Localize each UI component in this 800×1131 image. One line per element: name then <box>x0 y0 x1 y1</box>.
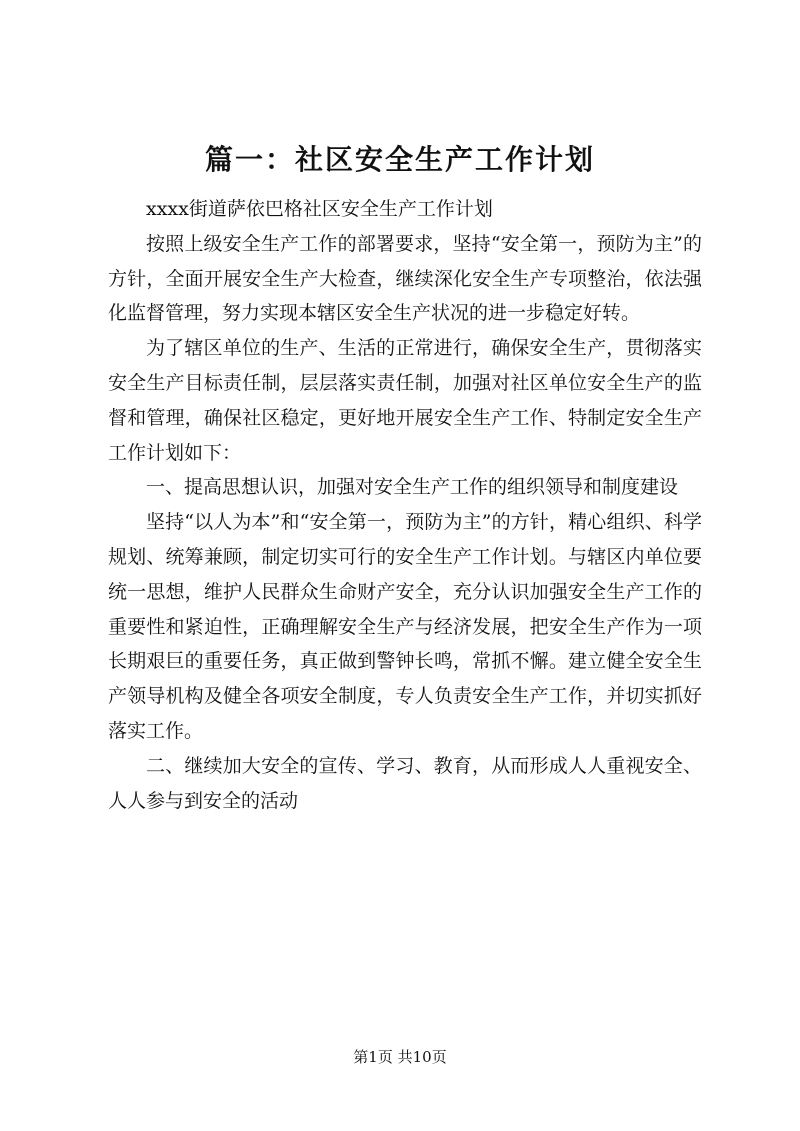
section-heading-one: 一、提高思想认识，加强对安全生产工作的组织领导和制度建设 <box>146 476 679 499</box>
page-title: 篇一：社区安全生产工作计划 <box>204 143 595 176</box>
paragraph-subtitle: xxxx街道萨依巴格社区安全生产工作计划 <box>146 198 493 220</box>
paragraph-purpose: 为了辖区单位的生产、生活的正常进行，确保安全生产，贯彻落实安全生产目标责任制，层层落实责任制，加强对社区单位安全生产的监督和管理，确保社区稳定，更好地开展安全生产工作、特制定安全生产工作计划如下： <box>108 337 702 464</box>
page-footer: 第1页 共10页 <box>353 1048 447 1066</box>
paragraph-intro: 按照上级安全生产工作的部署要求，坚持“安全第一，预防为主”的方针，全面开展安全生产大检查，继续深化安全生产专项整治，依法强化监督管理，努力实现本辖区安全生产状况的进一步稳定好转。 <box>108 232 702 325</box>
document-body <box>108 192 702 818</box>
section-heading-two: 二、继续加大安全的宣传、学习、教育，从而形成人人重视安全、人人参与到安全的活动 <box>108 754 702 812</box>
paragraph-section-one: 坚持“以人为本”和“安全第一，预防为主”的方针，精心组织、科学规划、统筹兼顾，制定切实可行的安全生产工作计划。与辖区内单位要统一思想，维护人民群众生命财产安全，充分认识加强安全生产工作的重要性和紧迫性，正确理解安全生产与经济发展，把安全生产作为一项长期艰巨的重要任务，真正做到警钟长鸣，常抓不懈。建立健全安全生产领导机构及健全各项安全制度，专人负责安全生产工作，并切实抓好落实工作。 <box>108 511 702 742</box>
